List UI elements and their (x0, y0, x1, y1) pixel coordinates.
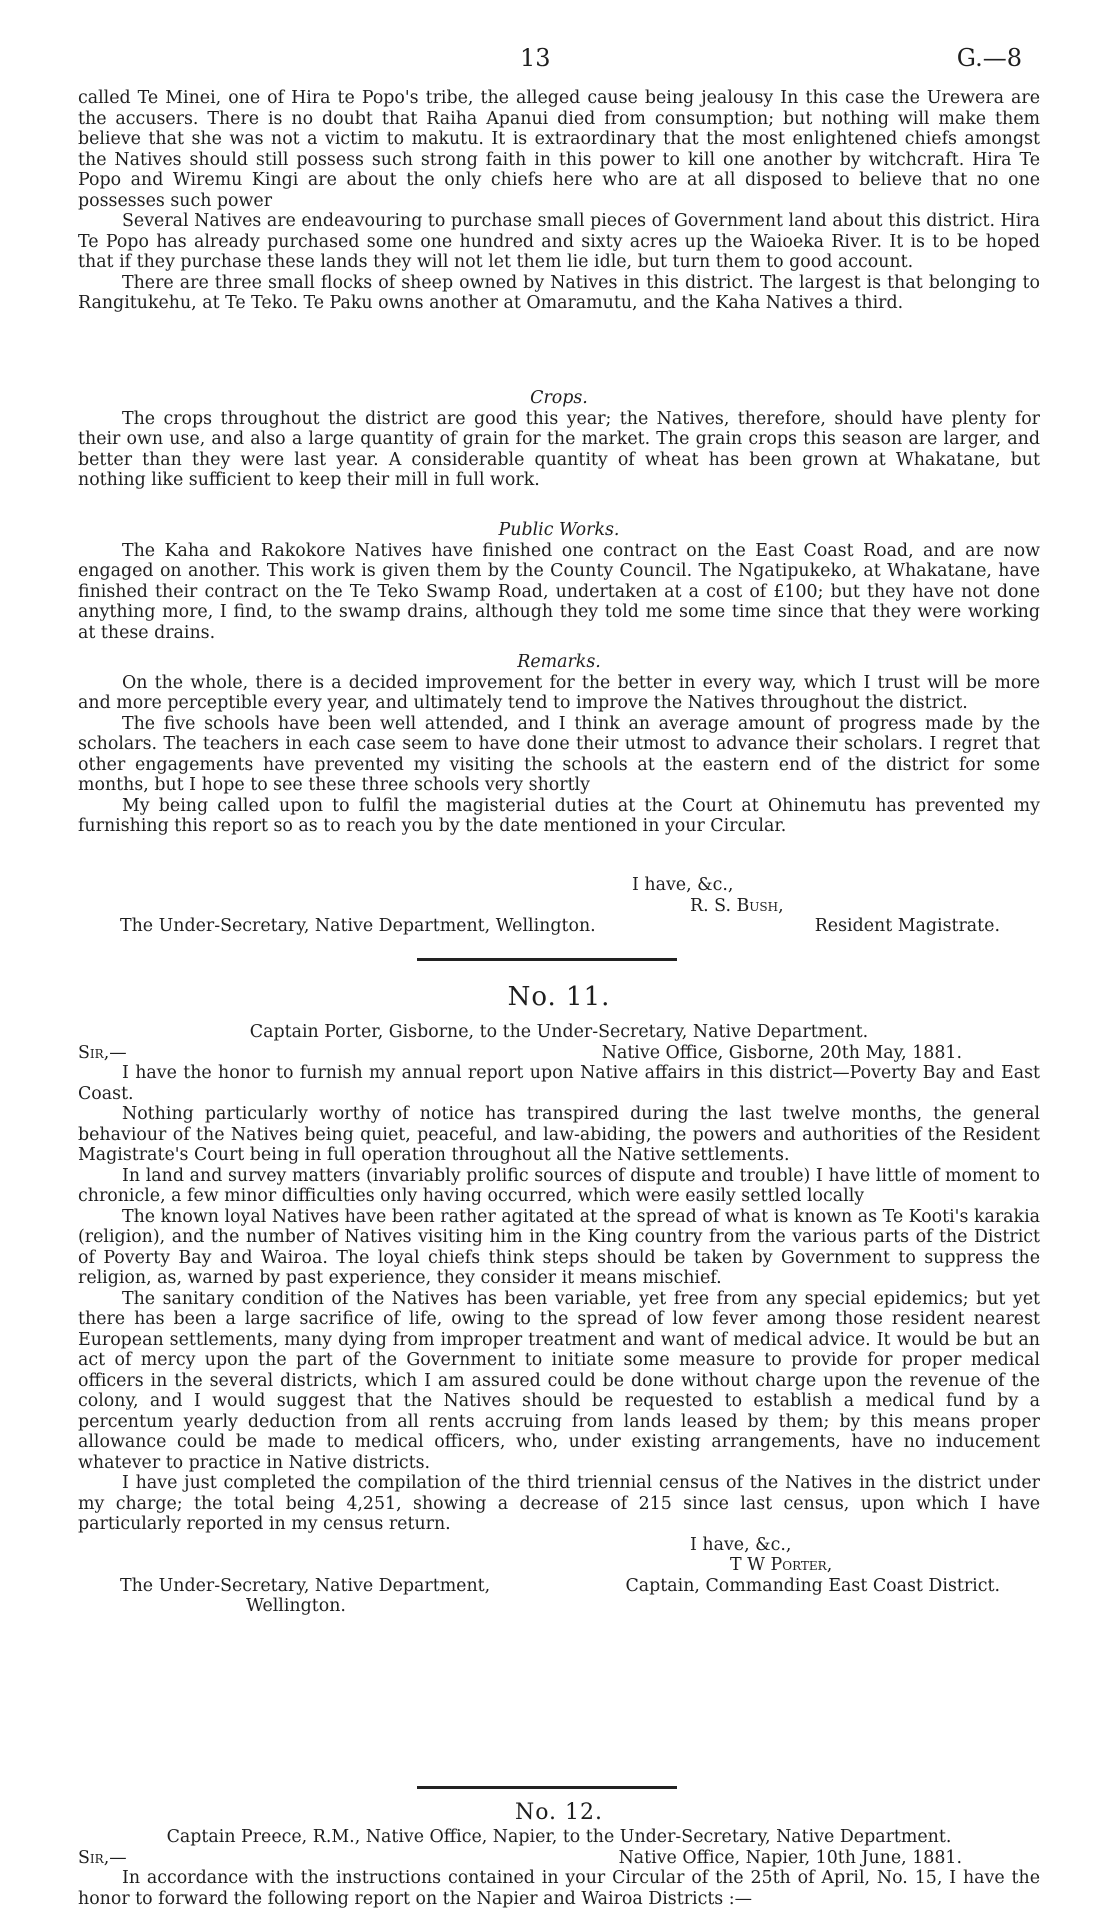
paragraph: The known loyal Natives have been rather agitated at the spread of what is known as Te Kooti's karakia (religion), and the number of Natives visiting him in the King country from the various parts of the District of Poverty Bay and Wairoa. The loyal chiefs think steps should be taken by Government to suppress the religion, as, warned by past experience, they consider it means mischief. (78, 1206, 1040, 1288)
section-divider (417, 1786, 677, 1789)
paragraph: The sanitary condition of the Natives has been variable, yet free from any special epidemics; but yet there has been a large sacrifice of life, owing to the spread of low fever among those resident nearest European settlements, many dying from improper treatment and want of medical advice. It would be but an act of mercy upon the part of the Government to initiate some measure to provide for proper medical officers in the several districts, which I am assured could be done without charge upon the revenue of the colony, and I would suggest that the Natives should be requested to establish a medical fund by a percentum yearly deduction from all rents accruing from lands leased by them; by this means proper allowance could be made to medical officers, who, under existing arrangements, have no inducement whatever to practice in Native districts. (78, 1288, 1040, 1473)
document-code: G.—8 (956, 44, 1022, 72)
paragraph: The crops throughout the district are good this year; the Natives, therefore, should have plenty for their own use, and also a large quantity of grain for the market. The grain crops this season are larger, and better than they were last year. A considerable quantity of wheat has been grown at Whakatane, but nothing like sufficient to keep their mill in full work. (78, 408, 1040, 490)
paragraph: In land and survey matters (invariably prolific sources of dispute and trouble) I have little of moment to chronicle, a few minor difficulties only having occurred, which were easily settled locally (78, 1165, 1040, 1206)
letter-number: No. 12. (514, 1800, 604, 1825)
section-public-works (78, 520, 1040, 643)
paragraph: I have just completed the compilation of the third triennial census of the Natives in the district under my charge; the total being 4,251, showing a decrease of 215 since last census, upon which I have particularly reported in my census return. (78, 1473, 1040, 1534)
letter-no-12 (78, 1800, 1040, 1909)
signatory-name: R. S. Bush, (690, 895, 784, 916)
paragraph: On the whole, there is a decided improvement for the better in every way, which I trust will be more and more perceptible every year, and ultimately tend to improve the Natives throughout the district. (78, 672, 1040, 713)
salutation: Sir,— (78, 1847, 127, 1868)
place-date: Native Office, Gisborne, 20th May, 1881. (601, 1042, 962, 1063)
paragraph: Several Natives are endeavouring to purchase small pieces of Government land about this district. Hira Te Popo has already purchased some one hundred and sixty acres up the Waioeka River. It is to be hoped that if they purchase these lands they will not let them lie idle, but turn them to good account. (78, 211, 1040, 272)
section-crops (78, 388, 1040, 491)
salutation: Sir,— (78, 1042, 127, 1063)
signature-block (78, 875, 1040, 937)
letter-number: No. 11. (507, 982, 611, 1012)
paragraph: Nothing particularly worthy of notice has transpired during the last twelve months, the general behaviour of the Natives being quiet, peaceful, and law-abiding, the powers and authorities of the Resident Magistrate's Court being in full operation throughout all the Native settlements. (78, 1104, 1040, 1165)
page-number: 13 (520, 44, 551, 72)
section-heading: Crops. (530, 388, 588, 408)
paragraph: There are three small flocks of sheep owned by Natives in this district. The largest is that belonging to Rangitukehu, at Te Teko. Te Paku owns another at Omaramutu, and the Kaha Natives a third. (78, 272, 1040, 313)
letter-no-11 (78, 982, 1040, 1617)
paragraph: In accordance with the instructions contained in your Circular of the 25th of April, No. 15, I have the honor to forward the following report on the Napier and Wairoa Districts :— (78, 1868, 1040, 1909)
paragraph: I have the honor to furnish my annual report upon Native affairs in this district—Poverty Bay and East Coast. (78, 1063, 1040, 1104)
closing: I have, &c., (690, 1534, 792, 1555)
paragraph: The Kaha and Rakokore Natives have finished one contract on the East Coast Road, and are now engaged on another. This work is given them by the County Council. The Ngatipukeko, at Whakatane, have finished their contract on the Te Teko Swamp Road, undertaken at a cost of £100; but they have not done anything more, I find, to the swamp drains, although they told me some time since that they were working at these drains. (78, 540, 1040, 643)
paragraph: called Te Minei, one of Hira te Popo's tribe, the alleged cause being jealousy In this case the Urewera are the accusers. There is no doubt that Raiha Apanui died from consumption; but nothing will make them believe that she was not a victim to makutu. It is extraordinary that the most enlightened chiefs amongst the Natives should still possess such strong faith in this power to kill one another by witchcraft. Hira Te Popo and Wiremu Kingi are about the only chiefs here who are at all disposed to believe that no one possesses such power (78, 88, 1040, 211)
letter-from-to: Captain Porter, Gisborne, to the Under-Secretary, Native Department. (249, 1022, 869, 1042)
addressee-city: Wellington. (246, 1596, 346, 1616)
paragraph: My being called upon to fulfil the magisterial duties at the Court at Ohinemutu has prevented my furnishing this report so as to reach you by the date mentioned in your Circular. (78, 795, 1040, 836)
letter-from-to: Captain Preece, R.M., Native Office, Napier, to the Under-Secretary, Native Department. (166, 1827, 952, 1847)
section-divider (417, 958, 677, 961)
section-intro (78, 88, 1040, 314)
signatory-title: Resident Magistrate. (814, 916, 1000, 936)
signatory-name: T W Porter, (730, 1555, 833, 1575)
section-heading: Remarks. (517, 652, 601, 672)
section-heading: Public Works. (498, 520, 620, 540)
section-remarks (78, 652, 1040, 837)
place-date: Native Office, Napier, 10th June, 1881. (618, 1847, 962, 1868)
addressee: The Under-Secretary, Native Department, (120, 1575, 491, 1596)
paragraph: The five schools have been well attended, and I think an average amount of progress made by the scholars. The teachers in each case seem to have done their utmost to advance their scholars. I regret that other engagements have prevented my visiting the schools at the eastern end of the district for some months, but I hope to see these three schools very shortly (78, 713, 1040, 795)
closing: I have, &c., (632, 875, 734, 895)
addressee: The Under-Secretary, Native Department, Wellington. (120, 916, 596, 936)
signatory-title: Captain, Commanding East Coast District. (625, 1575, 1000, 1596)
